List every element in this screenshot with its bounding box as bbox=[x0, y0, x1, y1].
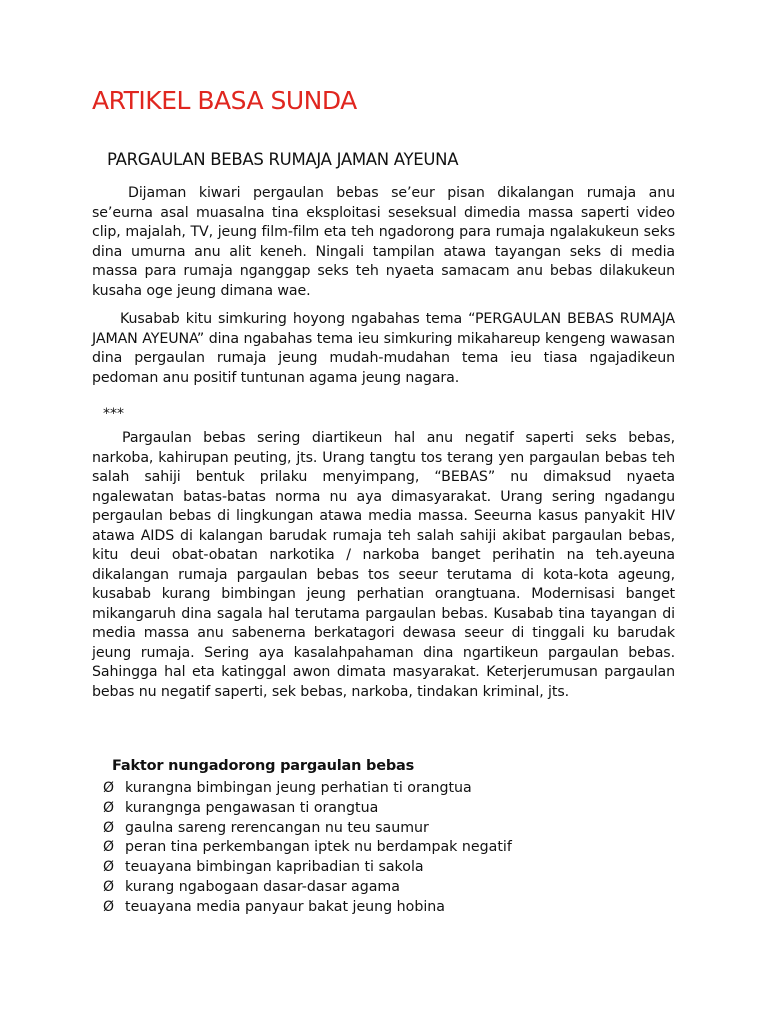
section-separator: *** bbox=[103, 406, 124, 422]
empty-set-bullet-icon: Ø bbox=[103, 780, 115, 796]
empty-set-bullet-icon: Ø bbox=[103, 839, 115, 856]
list-item bbox=[103, 779, 512, 799]
empty-set-bullet-icon: Ø bbox=[103, 878, 115, 895]
empty-set-bullet-icon: Ø bbox=[103, 819, 115, 836]
document-heading: ARTIKEL BASA SUNDA bbox=[92, 86, 357, 115]
list-item bbox=[103, 858, 512, 878]
paragraph-3: Pargaulan bebas sering diartikeun hal anu negatif saperti seks bebas, narkoba, kahirupan peuting, jts. Urang tangtu tos terang yen pargaulan bebas teh salah sahiji bentuk prilaku menyimpang, “BEBAS” nu dimaksud nyaeta ngalewatan batas-batas norma nu aya dimasyarakat. Urang sering ngadangu pergaulan bebas di lingkungan atawa media massa. Seeurna kasus panyakit HIV atawa AIDS di kalangan barudak rumaja teh salah sahiji akibat pargaulan bebas, kitu deui obat-obatan narkotika / narkoba banget perihatin na teh.ayeuna dikalangan rumaja pargaulan bebas tos seeur terutama di kota-kota ageung, kusabab kurang bimbingan jeung perhatian orangtuana. Modernisasi banget mikangaruh dina sagala hal terutama pargaulan bebas. Kusabab tina tayangan di media massa anu sabenerna berkatagori dewasa seeur di tinggali ku barudak jeung rumaja. Sering aya kasalahpahaman dina ngartikeun pargaulan bebas. Sahingga hal eta katinggal awon dimata masyarakat. Keterjerumusan pargaulan bebas nu negatif saperti, sek bebas, narkoba, tindakan kriminal, jts. bbox=[92, 430, 675, 700]
list-item bbox=[103, 878, 512, 898]
list-item bbox=[103, 838, 512, 858]
factors-heading: Faktor nungadorong pargaulan bebas bbox=[112, 758, 415, 774]
empty-set-bullet-icon: Ø bbox=[103, 859, 115, 876]
article-title: PARGAULAN BEBAS RUMAJA JAMAN AYEUNA bbox=[107, 150, 459, 169]
list-item-text: kurang ngabogaan dasar-dasar agama bbox=[125, 878, 400, 895]
list-item bbox=[103, 819, 512, 839]
list-item-text: teuayana bimbingan kapribadian ti sakola bbox=[125, 859, 424, 876]
empty-set-bullet-icon: Ø bbox=[103, 799, 115, 816]
list-item-text: kurangna bimbingan jeung perhatian ti orangtua bbox=[125, 780, 472, 796]
list-item bbox=[103, 898, 512, 918]
list-item-text: peran tina perkembangan iptek nu berdampak negatif bbox=[125, 839, 512, 856]
empty-set-bullet-icon: Ø bbox=[103, 898, 115, 915]
list-item bbox=[103, 799, 512, 819]
list-item-text: gaulna sareng rerencangan nu teu saumur bbox=[125, 819, 429, 836]
paragraph-1: Dijaman kiwari pergaulan bebas se’eur pisan dikalangan rumaja anu se’eurna asal muasalna tina eksploitasi seseksual dimedia massa saperti video clip, majalah, TV, jeung film-film eta teh ngadorong para rumaja ngalakukeun seks dina umurna anu alit keneh. Ningali tampilan atawa tayangan seks di media massa para rumaja nganggap seks teh nyaeta samacam anu bebas dilakukeun kusaha oge jeung dimana wae. bbox=[92, 185, 675, 299]
list-item-text: teuayana media panyaur bakat jeung hobina bbox=[125, 898, 445, 915]
paragraph-2: Kusabab kitu simkuring hoyong ngabahas tema “PERGAULAN BEBAS RUMAJA JAMAN AYEUNA” dina ngabahas tema ieu simkuring mikahareup kengeng wawasan dina pergaulan rumaja jeung mudah-mudahan tema ieu tiasa ngajadikeun pedoman anu positif tuntunan agama jeung nagara. bbox=[92, 311, 675, 386]
list-item-text: kurangnga pengawasan ti orangtua bbox=[125, 799, 379, 816]
factors-list bbox=[103, 779, 512, 918]
